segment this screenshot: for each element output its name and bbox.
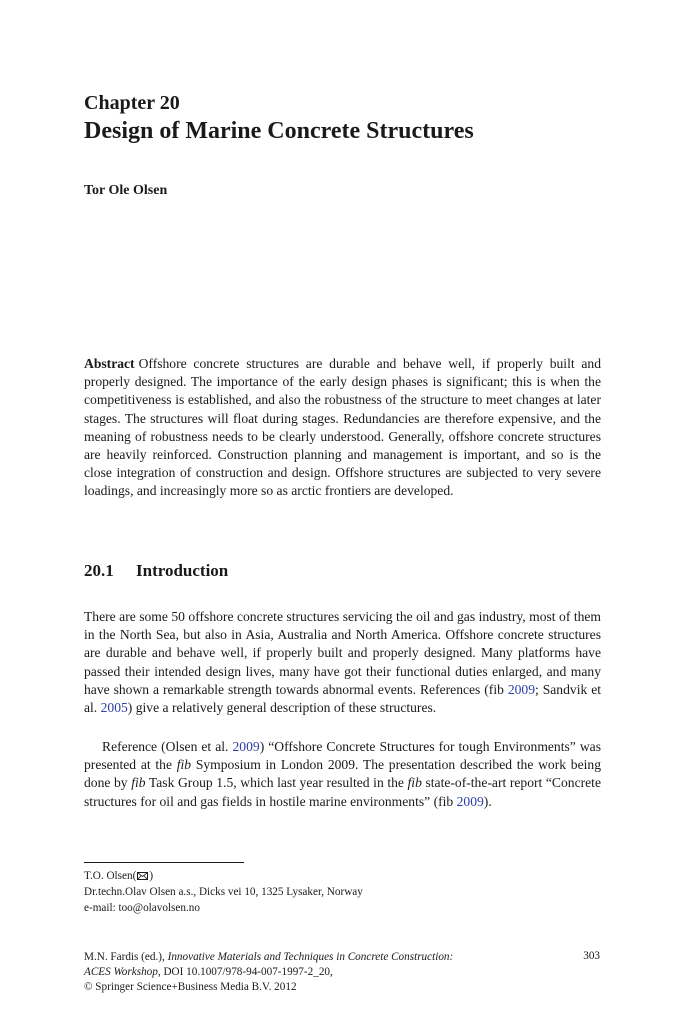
section-heading: [84, 561, 228, 581]
page-number: 303: [583, 950, 600, 962]
text-run: ; Sandvik et al.: [84, 681, 601, 716]
author-name: Tor Ole Olsen: [84, 183, 168, 198]
footnote-email[interactable]: e-mail: too@olavolsen.no: [84, 902, 200, 914]
fib-italic: fib: [407, 775, 422, 791]
envelope-icon: [137, 872, 148, 880]
text-run: Symposium in London 2009. The presentation described the work being done by: [84, 757, 601, 791]
text-run: M.N. Fardis (ed.),: [84, 951, 168, 963]
abstract: [84, 355, 601, 501]
text-run: state-of-the-art report “Concrete structures for oil and gas fields in hostile marine environments” (fib: [84, 775, 601, 809]
text-run: ) “Offshore Concrete Structures for tough Environments” was presented at the: [84, 739, 601, 773]
chapter-title: Design of Marine Concrete Structures: [84, 118, 474, 144]
text-run: There are some 50 offshore concrete structures servicing the oil and gas industry, most of them in the North Sea, but also in Asia, Australia and North America. Offshore concrete structures are durable and behave well, if properly built and properly designed. Many platforms have passed their intended design lives, many have got their functional duties enlarged, and many have shown a remarkable strength towards abnormal events. References (fib: [84, 609, 601, 697]
abstract-label: Abstract: [84, 356, 135, 371]
fib-italic: fib: [131, 775, 146, 791]
fib-italic: fib: [176, 757, 192, 773]
section-number: 20.1: [84, 561, 114, 580]
citation-link[interactable]: 2009: [456, 793, 484, 809]
chapter-number: Chapter 20: [84, 92, 180, 114]
footer-citation-line-2: [84, 965, 333, 980]
abstract-text: Offshore concrete structures are durable and behave well, if properly built and properly designed. The importance of the early design phases is significant; this is when the competitiveness is established, and also the robustness of the structure to meet changes at later stages. The structures will float during stages. Redundancies are therefore expensive, and the meaning of robustness needs to be clearly understood. Generally, offshore concrete structures are heavily reinforced. Construction planning and management is important, and so is the close integration of construction and design. Offshore structures are subjected to very severe loadings, and increasingly more so as arctic frontiers are developed.: [84, 356, 601, 499]
workshop-name: ACES Workshop: [84, 966, 158, 978]
text-run: Reference (Olsen et al.: [102, 739, 233, 754]
footnote-affiliation: Dr.techn.Olav Olsen a.s., Dicks vei 10, 1325 Lysaker, Norway: [84, 886, 363, 898]
citation-link[interactable]: 2009: [232, 739, 260, 754]
footnote-divider: [84, 862, 244, 863]
text-run: ).: [483, 793, 492, 809]
footer-copyright: © Springer Science+Business Media B.V. 2012: [84, 981, 297, 993]
intro-paragraph-2: [84, 738, 601, 811]
text-run: ) give a relatively general description of these structures.: [127, 700, 437, 716]
doi-text: , DOI 10.1007/978-94-007-1997-2_20,: [157, 966, 333, 978]
book-title: Innovative Materials and Techniques in Concrete Construction:: [167, 951, 454, 963]
citation-link[interactable]: 2009: [507, 681, 536, 697]
citation-link[interactable]: 2005: [100, 700, 128, 716]
section-title: Introduction: [136, 561, 229, 580]
footer-citation-line-1: [84, 950, 453, 965]
text-run: Task Group 1.5, which last year resulted in the: [145, 775, 408, 791]
intro-paragraph-1: [84, 608, 601, 717]
footnote-name: T.O. Olsen: [84, 870, 133, 882]
footnote-author: T.O. Olsen( ): [84, 870, 154, 882]
